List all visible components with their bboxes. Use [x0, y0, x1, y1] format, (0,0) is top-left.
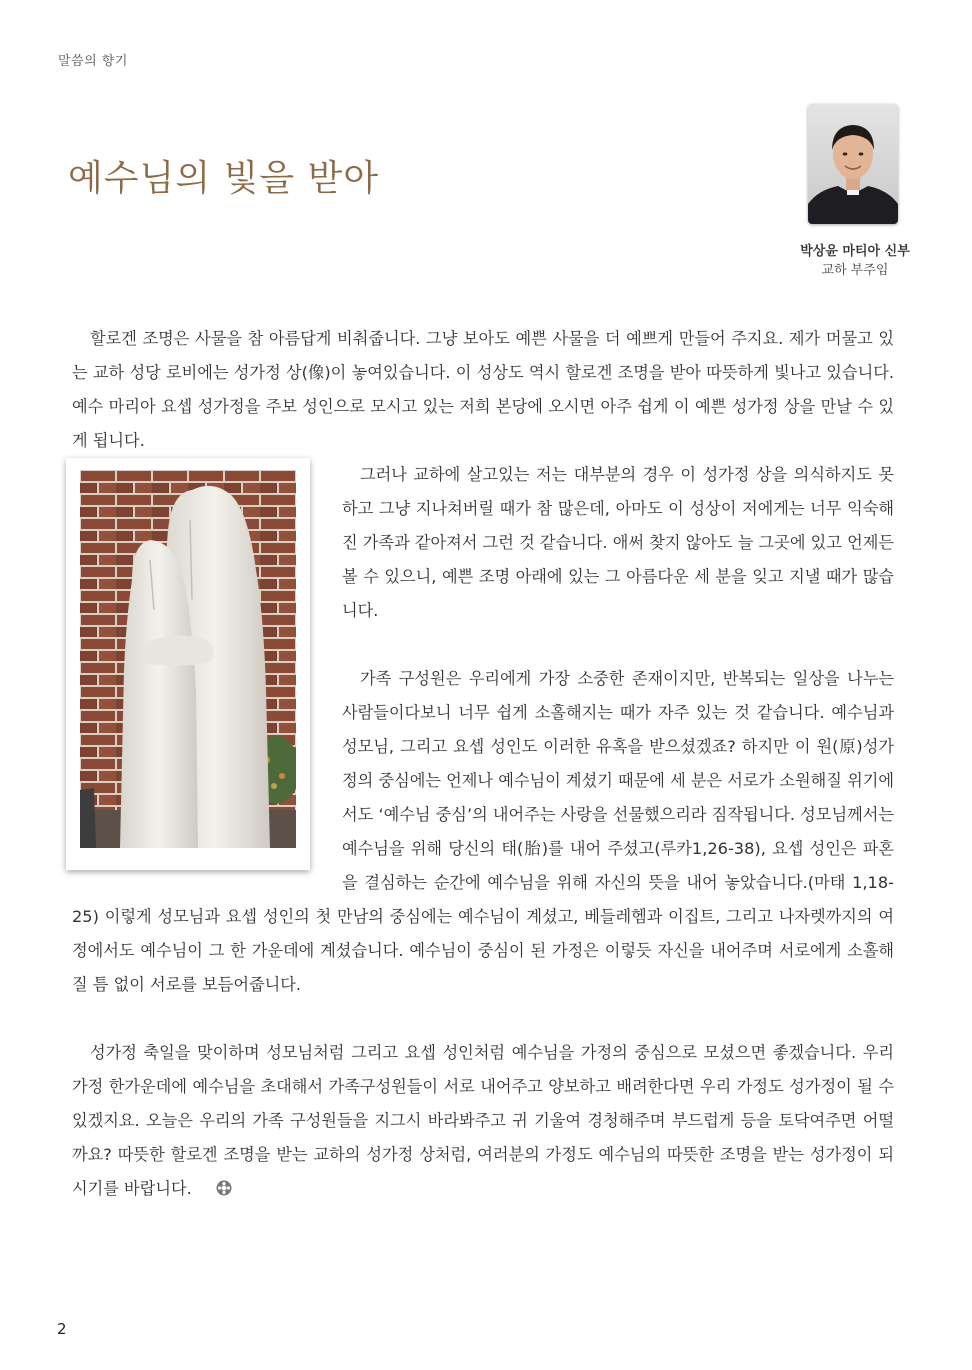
holy-family-statue-photo [66, 458, 310, 870]
paragraph-1: 할로겐 조명은 사물을 참 아름답게 비춰줍니다. 그냥 보아도 예쁜 사물을 더 예쁘게 만들어 주지요. 제가 머물고 있는 교하 성당 로비에는 성가정 상(像)이 놓여있습니다. 이 성상도 역시 할로겐 조명을 받아 따뜻하게 빛나고 있습니다. 예수 마리아 요셉 성가정을 주보 성인으로 모시고 있는 저희 본당에 오시면 아주 쉽게 이 예쁜 성가정 상을 만날 수 있게 됩니다. [72, 329, 894, 450]
article-body [72, 322, 894, 1206]
article-title: 예수님의 빛을 받아 [68, 158, 380, 199]
paragraph-4 [72, 1036, 894, 1206]
statue-image [80, 470, 296, 848]
author-portrait [808, 104, 898, 224]
end-mark-icon [198, 1174, 214, 1190]
paragraph-3: 가족 구성원은 우리에게 가장 소중한 존재이지만, 반복되는 일상을 나누는 사람들이다보니 너무 쉽게 소홀해지는 때가 자주 있는 것 같습니다. 예수님과 성모님, 그리고 요셉 성인도 이러한 유혹을 받으셨겠죠? 하지만 이 원(原)성가정의 중심에는 언제나 예수님이 계셨기 때문에 세 분은 서로가 소원해질 위기에서도 ‘예수님 중심’의 내어주는 사랑을 선물했으리라 짐작됩니다. 성모님께서는 예수님을 위해 당신의 태(胎)를 내어 주셨고(루카1,26-38), 요셉 성인은 파혼을 결심하는 순간에 예수님을 위해 자신의 뜻을 내어 놓았습니다.(마태 1,18-25) 이렇게 성모님과 요셉 성인의 첫 만남의 중심에는 예수님이 계셨고, 베들레헴과 이집트, 그리고 나자렛까지의 여정에서도 예수님이 그 한 가운데에 계셨습니다. 예수님이 중심이 된 가정은 이렇듯 자신을 내어주며 서로에게 소홀해질 틈 없이 서로를 보듬어줍니다. [72, 669, 894, 994]
paragraph-4-text: 성가정 축일을 맞이하며 성모님처럼 그리고 요셉 성인처럼 예수님을 가정의 중심으로 모셨으면 좋겠습니다. 우리 가정 한가운데에 예수님을 초대해서 가족구성원들이 서로 내어주고 양보하고 배려한다면 우리 가정도 성가정이 될 수 있겠지요. 오늘은 우리의 가족 구성원들을 지그시 바라봐주고 귀 기울여 경청해주며 부드럽게 등을 토닥여주면 어떨까요? 따뜻한 할로겐 조명을 받는 교하의 성가정 상처럼, 여러분의 가정도 예수님의 따뜻한 조명을 받는 성가정이 되시기를 바랍니다. [72, 1043, 894, 1198]
page-number: 2 [57, 1320, 67, 1338]
section-label: 말씀의 향기 [58, 54, 128, 69]
author-role: 교하 부주임 [821, 263, 889, 278]
author-name: 박상윤 마티아 신부 [800, 244, 910, 259]
paragraph-2: 그러나 교하에 살고있는 저는 대부분의 경우 이 성가정 상을 의식하지도 못하고 그냥 지나쳐버릴 때가 참 많은데, 아마도 이 성상이 저에게는 너무 익숙해진 가족과 같아져서 그런 것 같습니다. 애써 찾지 않아도 늘 그곳에 있고 언제든 볼 수 있으니, 예쁜 조명 아래에 있는 그 아름다운 세 분을 잊고 지낼 때가 많습니다. [342, 465, 894, 620]
